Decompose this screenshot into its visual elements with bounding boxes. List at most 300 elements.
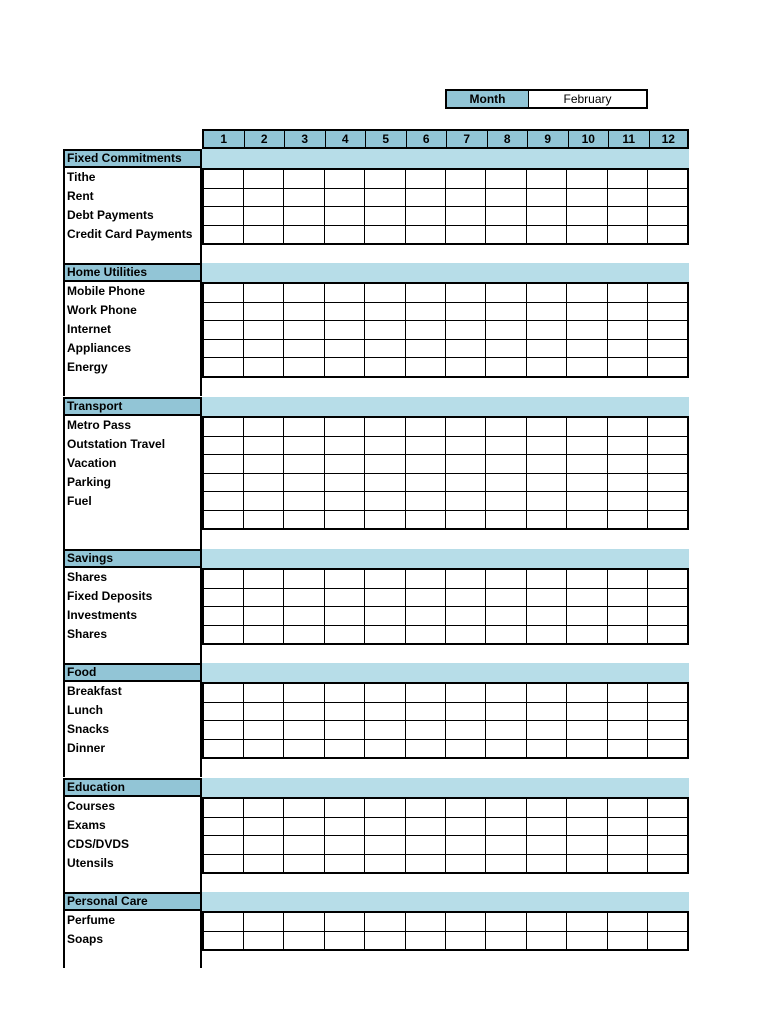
entry-cell[interactable] xyxy=(445,912,485,931)
entry-cell[interactable] xyxy=(526,455,566,474)
entry-cell[interactable] xyxy=(365,455,405,474)
entry-cell[interactable] xyxy=(567,207,607,226)
entry-cell[interactable] xyxy=(567,455,607,474)
entry-cell[interactable] xyxy=(365,739,405,758)
entry-cell[interactable] xyxy=(203,569,243,588)
entry-cell[interactable] xyxy=(526,702,566,721)
entry-cell[interactable] xyxy=(284,854,324,873)
entry-cell[interactable] xyxy=(647,358,688,377)
entry-cell[interactable] xyxy=(567,188,607,207)
entry-cell[interactable] xyxy=(607,817,647,836)
entry-cell[interactable] xyxy=(324,225,364,244)
entry-cell[interactable] xyxy=(324,339,364,358)
entry-cell[interactable] xyxy=(405,436,445,455)
entry-cell[interactable] xyxy=(203,473,243,492)
entry-cell[interactable] xyxy=(284,339,324,358)
entry-cell[interactable] xyxy=(445,588,485,607)
entry-cell[interactable] xyxy=(647,492,688,511)
entry-cell[interactable] xyxy=(607,739,647,758)
entry-cell[interactable] xyxy=(243,912,283,931)
entry-cell[interactable] xyxy=(567,588,607,607)
entry-cell[interactable] xyxy=(203,854,243,873)
entry-cell[interactable] xyxy=(405,931,445,950)
entry-cell[interactable] xyxy=(647,225,688,244)
entry-cell[interactable] xyxy=(607,436,647,455)
entry-cell[interactable] xyxy=(365,912,405,931)
entry-cell[interactable] xyxy=(365,473,405,492)
entry-cell[interactable] xyxy=(405,188,445,207)
entry-cell[interactable] xyxy=(567,817,607,836)
entry-cell[interactable] xyxy=(243,358,283,377)
entry-cell[interactable] xyxy=(486,625,526,644)
entry-cell[interactable] xyxy=(607,607,647,626)
entry-cell[interactable] xyxy=(486,225,526,244)
entry-cell[interactable] xyxy=(405,510,445,529)
entry-cell[interactable] xyxy=(243,321,283,340)
entry-cell[interactable] xyxy=(647,321,688,340)
entry-cell[interactable] xyxy=(607,683,647,702)
entry-cell[interactable] xyxy=(526,607,566,626)
entry-cell[interactable] xyxy=(324,302,364,321)
entry-cell[interactable] xyxy=(607,283,647,302)
entry-cell[interactable] xyxy=(324,739,364,758)
entry-cell[interactable] xyxy=(324,912,364,931)
entry-cell[interactable] xyxy=(486,912,526,931)
entry-cell[interactable] xyxy=(526,721,566,740)
entry-cell[interactable] xyxy=(365,836,405,855)
entry-cell[interactable] xyxy=(445,798,485,817)
entry-cell[interactable] xyxy=(324,798,364,817)
entry-cell[interactable] xyxy=(567,339,607,358)
entry-cell[interactable] xyxy=(607,912,647,931)
entry-cell[interactable] xyxy=(607,931,647,950)
entry-cell[interactable] xyxy=(405,625,445,644)
entry-cell[interactable] xyxy=(284,302,324,321)
entry-cell[interactable] xyxy=(284,912,324,931)
entry-cell[interactable] xyxy=(203,683,243,702)
entry-cell[interactable] xyxy=(486,836,526,855)
entry-cell[interactable] xyxy=(365,625,405,644)
entry-cell[interactable] xyxy=(284,473,324,492)
entry-cell[interactable] xyxy=(324,321,364,340)
entry-cell[interactable] xyxy=(567,302,607,321)
entry-cell[interactable] xyxy=(647,912,688,931)
entry-cell[interactable] xyxy=(526,683,566,702)
entry-cell[interactable] xyxy=(324,569,364,588)
entry-cell[interactable] xyxy=(284,492,324,511)
entry-cell[interactable] xyxy=(243,417,283,436)
entry-cell[interactable] xyxy=(284,510,324,529)
entry-cell[interactable] xyxy=(365,283,405,302)
entry-cell[interactable] xyxy=(647,169,688,188)
entry-cell[interactable] xyxy=(567,569,607,588)
entry-cell[interactable] xyxy=(526,798,566,817)
entry-cell[interactable] xyxy=(486,436,526,455)
entry-cell[interactable] xyxy=(647,817,688,836)
entry-cell[interactable] xyxy=(567,798,607,817)
entry-cell[interactable] xyxy=(445,302,485,321)
entry-cell[interactable] xyxy=(243,931,283,950)
entry-cell[interactable] xyxy=(365,207,405,226)
entry-cell[interactable] xyxy=(243,225,283,244)
entry-cell[interactable] xyxy=(243,510,283,529)
entry-cell[interactable] xyxy=(203,607,243,626)
entry-cell[interactable] xyxy=(526,854,566,873)
entry-cell[interactable] xyxy=(486,417,526,436)
entry-cell[interactable] xyxy=(486,188,526,207)
entry-cell[interactable] xyxy=(445,188,485,207)
entry-cell[interactable] xyxy=(405,588,445,607)
entry-cell[interactable] xyxy=(607,836,647,855)
entry-cell[interactable] xyxy=(445,321,485,340)
entry-cell[interactable] xyxy=(324,702,364,721)
entry-cell[interactable] xyxy=(284,721,324,740)
entry-cell[interactable] xyxy=(284,625,324,644)
entry-cell[interactable] xyxy=(567,358,607,377)
entry-cell[interactable] xyxy=(203,625,243,644)
entry-cell[interactable] xyxy=(284,569,324,588)
entry-cell[interactable] xyxy=(647,739,688,758)
entry-cell[interactable] xyxy=(243,283,283,302)
entry-cell[interactable] xyxy=(365,358,405,377)
entry-cell[interactable] xyxy=(243,492,283,511)
entry-cell[interactable] xyxy=(365,492,405,511)
entry-cell[interactable] xyxy=(567,225,607,244)
entry-cell[interactable] xyxy=(203,817,243,836)
entry-cell[interactable] xyxy=(647,702,688,721)
entry-cell[interactable] xyxy=(647,854,688,873)
entry-cell[interactable] xyxy=(607,455,647,474)
entry-cell[interactable] xyxy=(607,473,647,492)
entry-cell[interactable] xyxy=(243,836,283,855)
entry-cell[interactable] xyxy=(526,417,566,436)
entry-cell[interactable] xyxy=(365,931,405,950)
entry-cell[interactable] xyxy=(324,510,364,529)
entry-cell[interactable] xyxy=(567,607,607,626)
entry-cell[interactable] xyxy=(405,739,445,758)
entry-cell[interactable] xyxy=(243,588,283,607)
entry-cell[interactable] xyxy=(526,339,566,358)
entry-cell[interactable] xyxy=(243,302,283,321)
entry-cell[interactable] xyxy=(324,455,364,474)
entry-cell[interactable] xyxy=(526,931,566,950)
entry-cell[interactable] xyxy=(567,836,607,855)
entry-cell[interactable] xyxy=(365,302,405,321)
entry-cell[interactable] xyxy=(486,817,526,836)
entry-cell[interactable] xyxy=(365,588,405,607)
entry-cell[interactable] xyxy=(445,417,485,436)
entry-cell[interactable] xyxy=(647,683,688,702)
entry-cell[interactable] xyxy=(567,721,607,740)
entry-cell[interactable] xyxy=(445,169,485,188)
entry-cell[interactable] xyxy=(526,569,566,588)
entry-cell[interactable] xyxy=(203,588,243,607)
entry-cell[interactable] xyxy=(405,492,445,511)
entry-cell[interactable] xyxy=(445,492,485,511)
entry-cell[interactable] xyxy=(405,683,445,702)
entry-cell[interactable] xyxy=(647,436,688,455)
entry-cell[interactable] xyxy=(445,817,485,836)
entry-cell[interactable] xyxy=(567,436,607,455)
entry-cell[interactable] xyxy=(365,607,405,626)
entry-cell[interactable] xyxy=(284,436,324,455)
entry-cell[interactable] xyxy=(405,321,445,340)
entry-cell[interactable] xyxy=(243,702,283,721)
entry-cell[interactable] xyxy=(445,569,485,588)
entry-cell[interactable] xyxy=(203,225,243,244)
entry-cell[interactable] xyxy=(486,510,526,529)
entry-cell[interactable] xyxy=(647,283,688,302)
entry-cell[interactable] xyxy=(284,817,324,836)
entry-cell[interactable] xyxy=(365,798,405,817)
entry-cell[interactable] xyxy=(647,721,688,740)
entry-cell[interactable] xyxy=(647,207,688,226)
entry-cell[interactable] xyxy=(243,739,283,758)
entry-cell[interactable] xyxy=(203,321,243,340)
entry-cell[interactable] xyxy=(445,607,485,626)
entry-cell[interactable] xyxy=(526,302,566,321)
entry-cell[interactable] xyxy=(243,436,283,455)
entry-cell[interactable] xyxy=(445,283,485,302)
entry-cell[interactable] xyxy=(243,455,283,474)
entry-cell[interactable] xyxy=(486,607,526,626)
entry-cell[interactable] xyxy=(365,436,405,455)
entry-cell[interactable] xyxy=(647,473,688,492)
entry-cell[interactable] xyxy=(445,702,485,721)
entry-cell[interactable] xyxy=(445,436,485,455)
entry-cell[interactable] xyxy=(243,339,283,358)
entry-cell[interactable] xyxy=(647,455,688,474)
entry-cell[interactable] xyxy=(567,473,607,492)
entry-cell[interactable] xyxy=(486,588,526,607)
entry-cell[interactable] xyxy=(405,417,445,436)
entry-cell[interactable] xyxy=(486,207,526,226)
entry-cell[interactable] xyxy=(365,854,405,873)
entry-cell[interactable] xyxy=(203,358,243,377)
entry-cell[interactable] xyxy=(405,455,445,474)
entry-cell[interactable] xyxy=(405,798,445,817)
entry-cell[interactable] xyxy=(324,207,364,226)
entry-cell[interactable] xyxy=(567,739,607,758)
entry-cell[interactable] xyxy=(445,836,485,855)
entry-cell[interactable] xyxy=(607,225,647,244)
entry-cell[interactable] xyxy=(607,492,647,511)
entry-cell[interactable] xyxy=(324,188,364,207)
entry-cell[interactable] xyxy=(243,169,283,188)
entry-cell[interactable] xyxy=(607,588,647,607)
entry-cell[interactable] xyxy=(526,207,566,226)
entry-cell[interactable] xyxy=(647,836,688,855)
entry-cell[interactable] xyxy=(203,169,243,188)
entry-cell[interactable] xyxy=(284,358,324,377)
entry-cell[interactable] xyxy=(607,854,647,873)
entry-cell[interactable] xyxy=(243,569,283,588)
entry-cell[interactable] xyxy=(567,854,607,873)
entry-cell[interactable] xyxy=(607,625,647,644)
entry-cell[interactable] xyxy=(567,931,607,950)
entry-cell[interactable] xyxy=(365,721,405,740)
entry-cell[interactable] xyxy=(607,358,647,377)
entry-cell[interactable] xyxy=(284,702,324,721)
entry-cell[interactable] xyxy=(284,207,324,226)
entry-cell[interactable] xyxy=(284,321,324,340)
entry-cell[interactable] xyxy=(647,339,688,358)
entry-cell[interactable] xyxy=(526,510,566,529)
entry-cell[interactable] xyxy=(324,836,364,855)
entry-cell[interactable] xyxy=(243,473,283,492)
entry-cell[interactable] xyxy=(284,931,324,950)
entry-cell[interactable] xyxy=(324,492,364,511)
entry-cell[interactable] xyxy=(567,417,607,436)
entry-cell[interactable] xyxy=(405,912,445,931)
entry-cell[interactable] xyxy=(607,721,647,740)
entry-cell[interactable] xyxy=(486,931,526,950)
entry-cell[interactable] xyxy=(526,358,566,377)
entry-cell[interactable] xyxy=(365,683,405,702)
entry-cell[interactable] xyxy=(445,358,485,377)
entry-cell[interactable] xyxy=(647,302,688,321)
entry-cell[interactable] xyxy=(567,283,607,302)
entry-cell[interactable] xyxy=(203,912,243,931)
entry-cell[interactable] xyxy=(243,207,283,226)
entry-cell[interactable] xyxy=(486,798,526,817)
entry-cell[interactable] xyxy=(647,417,688,436)
entry-cell[interactable] xyxy=(607,702,647,721)
entry-cell[interactable] xyxy=(203,339,243,358)
entry-cell[interactable] xyxy=(445,739,485,758)
entry-cell[interactable] xyxy=(445,931,485,950)
entry-cell[interactable] xyxy=(405,169,445,188)
entry-cell[interactable] xyxy=(203,739,243,758)
entry-cell[interactable] xyxy=(203,836,243,855)
entry-cell[interactable] xyxy=(486,283,526,302)
entry-cell[interactable] xyxy=(243,188,283,207)
entry-cell[interactable] xyxy=(405,207,445,226)
entry-cell[interactable] xyxy=(203,207,243,226)
entry-cell[interactable] xyxy=(567,510,607,529)
entry-cell[interactable] xyxy=(647,188,688,207)
entry-cell[interactable] xyxy=(324,417,364,436)
entry-cell[interactable] xyxy=(243,817,283,836)
entry-cell[interactable] xyxy=(405,283,445,302)
entry-cell[interactable] xyxy=(486,302,526,321)
entry-cell[interactable] xyxy=(445,721,485,740)
entry-cell[interactable] xyxy=(284,225,324,244)
entry-cell[interactable] xyxy=(486,473,526,492)
entry-cell[interactable] xyxy=(365,417,405,436)
entry-cell[interactable] xyxy=(324,588,364,607)
entry-cell[interactable] xyxy=(203,510,243,529)
entry-cell[interactable] xyxy=(203,188,243,207)
entry-cell[interactable] xyxy=(607,169,647,188)
entry-cell[interactable] xyxy=(324,436,364,455)
entry-cell[interactable] xyxy=(526,225,566,244)
entry-cell[interactable] xyxy=(486,455,526,474)
entry-cell[interactable] xyxy=(567,683,607,702)
entry-cell[interactable] xyxy=(607,510,647,529)
entry-cell[interactable] xyxy=(445,455,485,474)
entry-cell[interactable] xyxy=(607,207,647,226)
entry-cell[interactable] xyxy=(647,588,688,607)
entry-cell[interactable] xyxy=(203,302,243,321)
entry-cell[interactable] xyxy=(324,683,364,702)
entry-cell[interactable] xyxy=(445,207,485,226)
entry-cell[interactable] xyxy=(243,854,283,873)
entry-cell[interactable] xyxy=(445,854,485,873)
entry-cell[interactable] xyxy=(284,683,324,702)
entry-cell[interactable] xyxy=(607,417,647,436)
entry-cell[interactable] xyxy=(365,339,405,358)
entry-cell[interactable] xyxy=(284,798,324,817)
entry-cell[interactable] xyxy=(486,702,526,721)
entry-cell[interactable] xyxy=(607,302,647,321)
entry-cell[interactable] xyxy=(405,607,445,626)
entry-cell[interactable] xyxy=(526,739,566,758)
entry-cell[interactable] xyxy=(486,854,526,873)
entry-cell[interactable] xyxy=(405,721,445,740)
entry-cell[interactable] xyxy=(486,339,526,358)
entry-cell[interactable] xyxy=(284,588,324,607)
entry-cell[interactable] xyxy=(203,455,243,474)
entry-cell[interactable] xyxy=(365,702,405,721)
entry-cell[interactable] xyxy=(647,931,688,950)
entry-cell[interactable] xyxy=(405,702,445,721)
entry-cell[interactable] xyxy=(203,492,243,511)
entry-cell[interactable] xyxy=(243,721,283,740)
entry-cell[interactable] xyxy=(203,931,243,950)
entry-cell[interactable] xyxy=(405,358,445,377)
entry-cell[interactable] xyxy=(365,510,405,529)
entry-cell[interactable] xyxy=(567,169,607,188)
entry-cell[interactable] xyxy=(324,817,364,836)
entry-cell[interactable] xyxy=(203,721,243,740)
entry-cell[interactable] xyxy=(203,798,243,817)
entry-cell[interactable] xyxy=(405,339,445,358)
entry-cell[interactable] xyxy=(486,492,526,511)
entry-cell[interactable] xyxy=(365,188,405,207)
entry-cell[interactable] xyxy=(324,358,364,377)
entry-cell[interactable] xyxy=(445,339,485,358)
entry-cell[interactable] xyxy=(647,569,688,588)
entry-cell[interactable] xyxy=(365,817,405,836)
entry-cell[interactable] xyxy=(365,169,405,188)
entry-cell[interactable] xyxy=(567,702,607,721)
entry-cell[interactable] xyxy=(607,188,647,207)
entry-cell[interactable] xyxy=(203,436,243,455)
entry-cell[interactable] xyxy=(486,683,526,702)
entry-cell[interactable] xyxy=(324,169,364,188)
entry-cell[interactable] xyxy=(526,492,566,511)
entry-cell[interactable] xyxy=(284,169,324,188)
entry-cell[interactable] xyxy=(526,188,566,207)
entry-cell[interactable] xyxy=(486,721,526,740)
entry-cell[interactable] xyxy=(486,739,526,758)
entry-cell[interactable] xyxy=(445,473,485,492)
entry-cell[interactable] xyxy=(526,625,566,644)
entry-cell[interactable] xyxy=(405,569,445,588)
entry-cell[interactable] xyxy=(203,702,243,721)
entry-cell[interactable] xyxy=(324,625,364,644)
entry-cell[interactable] xyxy=(203,283,243,302)
entry-cell[interactable] xyxy=(526,588,566,607)
entry-cell[interactable] xyxy=(567,321,607,340)
entry-cell[interactable] xyxy=(324,607,364,626)
entry-cell[interactable] xyxy=(526,283,566,302)
entry-cell[interactable] xyxy=(243,625,283,644)
entry-cell[interactable] xyxy=(243,683,283,702)
entry-cell[interactable] xyxy=(284,417,324,436)
entry-cell[interactable] xyxy=(284,283,324,302)
